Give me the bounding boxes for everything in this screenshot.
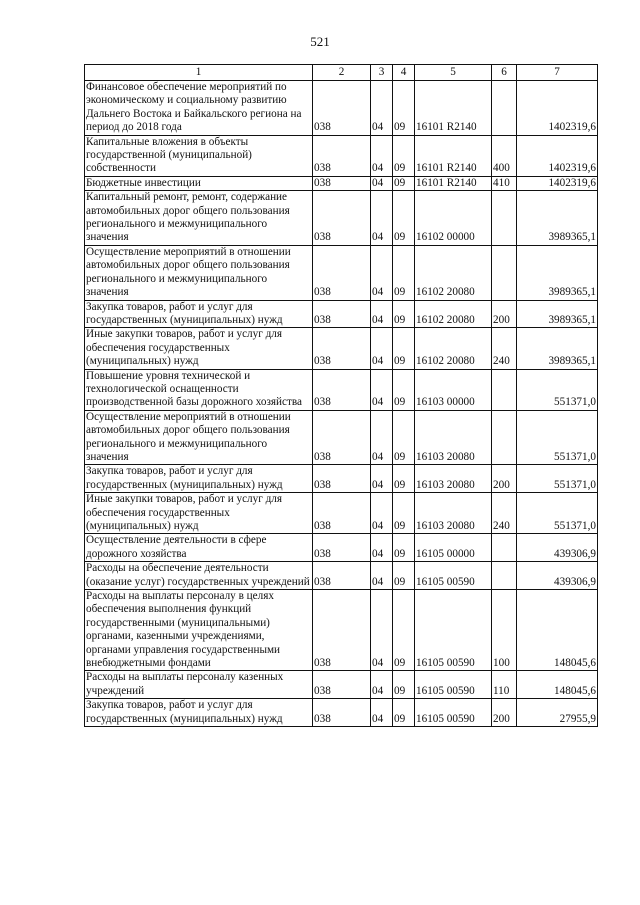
row-name-cell: Капитальный ремонт, ремонт, содержание автомобильных дорог общего пользования регионального и межмуниципального значения [85,191,313,246]
column-header-1: 1 [85,65,313,81]
row-target-article-cell: 16103 20080 [415,465,492,493]
row-expense-type-cell: 410 [492,176,517,190]
row-amount-cell: 3989365,1 [517,300,598,328]
row-subsection-cell: 09 [393,135,415,176]
table-row [85,81,598,136]
table-row [85,493,598,534]
row-subsection-cell: 09 [393,534,415,562]
row-section-cell: 04 [371,135,393,176]
row-section-cell: 04 [371,81,393,136]
row-target-article-cell: 16102 20080 [415,328,492,369]
table-row [85,410,598,465]
row-section-cell: 04 [371,562,393,590]
row-section-cell: 04 [371,590,393,671]
row-section-cell: 04 [371,328,393,369]
row-amount-cell: 3989365,1 [517,245,598,300]
column-header-3: 3 [371,65,393,81]
column-header-5: 5 [415,65,492,81]
table-row [85,671,598,699]
row-name-cell: Бюджетные инвестиции [85,176,313,190]
row-section-cell: 04 [371,300,393,328]
column-header-2: 2 [313,65,371,81]
row-expense-type-cell: 200 [492,465,517,493]
row-expense-type-cell [492,81,517,136]
row-name-cell: Расходы на выплаты персоналу казенных учреждений [85,671,313,699]
row-code-cell: 038 [313,176,371,190]
row-subsection-cell: 09 [393,562,415,590]
row-subsection-cell: 09 [393,671,415,699]
row-amount-cell: 551371,0 [517,493,598,534]
row-expense-type-cell [492,410,517,465]
row-amount-cell: 551371,0 [517,369,598,410]
row-subsection-cell: 09 [393,465,415,493]
row-name-cell: Иные закупки товаров, работ и услуг для обеспечения государственных (муниципальных) нужд [85,328,313,369]
row-expense-type-cell: 200 [492,699,517,727]
row-name-cell: Закупка товаров, работ и услуг для государственных (муниципальных) нужд [85,465,313,493]
table-row [85,191,598,246]
table-row [85,465,598,493]
row-subsection-cell: 09 [393,410,415,465]
row-code-cell: 038 [313,671,371,699]
row-code-cell: 038 [313,81,371,136]
row-amount-cell: 1402319,6 [517,135,598,176]
row-target-article-cell: 16103 00000 [415,369,492,410]
table-row [85,534,598,562]
row-target-article-cell: 16105 00590 [415,671,492,699]
row-name-cell: Расходы на обеспечение деятельности (оказание услуг) государственных учреждений [85,562,313,590]
budget-table [84,64,598,727]
row-amount-cell: 1402319,6 [517,176,598,190]
table-row [85,369,598,410]
row-expense-type-cell: 100 [492,590,517,671]
row-section-cell: 04 [371,699,393,727]
table-row [85,245,598,300]
row-amount-cell: 3989365,1 [517,328,598,369]
row-section-cell: 04 [371,245,393,300]
row-section-cell: 04 [371,191,393,246]
row-code-cell: 038 [313,534,371,562]
row-section-cell: 04 [371,534,393,562]
table-row [85,699,598,727]
row-amount-cell: 551371,0 [517,465,598,493]
row-name-cell: Закупка товаров, работ и услуг для государственных (муниципальных) нужд [85,300,313,328]
row-subsection-cell: 09 [393,590,415,671]
row-subsection-cell: 09 [393,176,415,190]
row-target-article-cell: 16101 R2140 [415,176,492,190]
row-code-cell: 038 [313,369,371,410]
column-header-4: 4 [393,65,415,81]
row-target-article-cell: 16102 00000 [415,191,492,246]
row-name-cell: Капитальные вложения в объекты государственной (муниципальной) собственности [85,135,313,176]
row-amount-cell: 439306,9 [517,562,598,590]
row-target-article-cell: 16101 R2140 [415,135,492,176]
row-amount-cell: 148045,6 [517,671,598,699]
row-code-cell: 038 [313,191,371,246]
row-name-cell: Осуществление мероприятий в отношении автомобильных дорог общего пользования регионального и межмуниципального значения [85,410,313,465]
row-expense-type-cell [492,534,517,562]
row-code-cell: 038 [313,410,371,465]
row-target-article-cell: 16105 00590 [415,562,492,590]
table-row [85,562,598,590]
row-section-cell: 04 [371,369,393,410]
row-subsection-cell: 09 [393,81,415,136]
row-expense-type-cell: 200 [492,300,517,328]
row-code-cell: 038 [313,590,371,671]
row-expense-type-cell: 400 [492,135,517,176]
row-subsection-cell: 09 [393,300,415,328]
row-target-article-cell: 16103 20080 [415,493,492,534]
row-subsection-cell: 09 [393,328,415,369]
table-row [85,590,598,671]
row-code-cell: 038 [313,699,371,727]
row-subsection-cell: 09 [393,245,415,300]
page-number: 521 [310,34,330,49]
row-amount-cell: 148045,6 [517,590,598,671]
row-section-cell: 04 [371,493,393,534]
table-row [85,176,598,190]
table-row [85,328,598,369]
row-amount-cell: 27955,9 [517,699,598,727]
row-code-cell: 038 [313,465,371,493]
row-target-article-cell: 16102 20080 [415,245,492,300]
row-target-article-cell: 16102 20080 [415,300,492,328]
row-name-cell: Осуществление мероприятий в отношении автомобильных дорог общего пользования регионального и межмуниципального значения [85,245,313,300]
row-name-cell: Закупка товаров, работ и услуг для государственных (муниципальных) нужд [85,699,313,727]
row-amount-cell: 551371,0 [517,410,598,465]
row-code-cell: 038 [313,135,371,176]
row-expense-type-cell: 240 [492,493,517,534]
row-expense-type-cell [492,191,517,246]
row-subsection-cell: 09 [393,369,415,410]
row-section-cell: 04 [371,465,393,493]
row-target-article-cell: 16103 20080 [415,410,492,465]
row-code-cell: 038 [313,245,371,300]
column-header-6: 6 [492,65,517,81]
header-row [85,65,598,81]
row-target-article-cell: 16105 00590 [415,590,492,671]
row-section-cell: 04 [371,671,393,699]
row-name-cell: Расходы на выплаты персоналу в целях обеспечения выполнения функций государственными (муниципальными) органами, казенными учреждениями, органами управления государственными внебюджетными фондами [85,590,313,671]
row-subsection-cell: 09 [393,699,415,727]
row-expense-type-cell: 110 [492,671,517,699]
row-expense-type-cell [492,245,517,300]
row-code-cell: 038 [313,562,371,590]
row-expense-type-cell [492,562,517,590]
row-expense-type-cell: 240 [492,328,517,369]
row-name-cell: Осуществление деятельности в сфере дорожного хозяйства [85,534,313,562]
row-code-cell: 038 [313,493,371,534]
row-amount-cell: 1402319,6 [517,81,598,136]
table-row [85,135,598,176]
row-code-cell: 038 [313,328,371,369]
table-row [85,300,598,328]
row-name-cell: Финансовое обеспечение мероприятий по экономическому и социальному развитию Дальнего Востока и Байкальского региона на период до 2018 года [85,81,313,136]
row-code-cell: 038 [313,300,371,328]
row-amount-cell: 3989365,1 [517,191,598,246]
row-section-cell: 04 [371,176,393,190]
row-target-article-cell: 16101 R2140 [415,81,492,136]
row-target-article-cell: 16105 00000 [415,534,492,562]
row-subsection-cell: 09 [393,191,415,246]
row-target-article-cell: 16105 00590 [415,699,492,727]
column-header-7: 7 [517,65,598,81]
row-name-cell: Иные закупки товаров, работ и услуг для обеспечения государственных (муниципальных) нужд [85,493,313,534]
row-expense-type-cell [492,369,517,410]
row-name-cell: Повышение уровня технической и технологической оснащенности производственной базы дорожного хозяйства [85,369,313,410]
row-section-cell: 04 [371,410,393,465]
row-subsection-cell: 09 [393,493,415,534]
row-amount-cell: 439306,9 [517,534,598,562]
